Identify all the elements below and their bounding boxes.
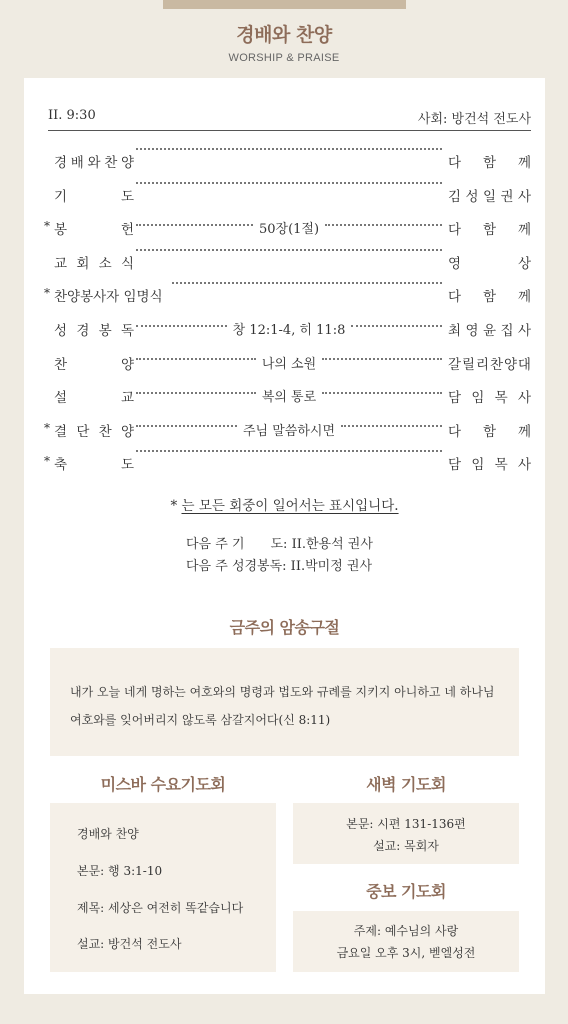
label-char: 영: [448, 255, 462, 272]
service-item: [42, 319, 531, 341]
intercession-title: 중보 기도회: [366, 882, 446, 901]
next-week-prayer: 다음 주 기 도: II.한용석 권사: [186, 537, 373, 552]
service-item-responder: [448, 218, 531, 238]
service-presider: 사회: 방건석 전도사: [417, 112, 531, 127]
service-item-responder: [448, 285, 531, 305]
label-char: 사: [517, 323, 531, 339]
label-char: 임: [471, 390, 485, 407]
label-char: 다: [448, 222, 462, 239]
label-char: 께: [517, 155, 531, 171]
label-char: 담: [448, 457, 462, 474]
label-char: 최: [448, 323, 462, 339]
label-char: 릴: [461, 356, 476, 373]
label-char: 권: [500, 188, 514, 205]
wednesday-line: 경배와 찬양: [77, 827, 139, 841]
label-char: 소: [98, 255, 112, 272]
leader-line: [136, 386, 442, 405]
service-item: [42, 218, 531, 240]
service-item-responder: [448, 353, 531, 373]
label-char: 목: [494, 390, 508, 407]
top-accent-bar: [163, 0, 406, 9]
label-char: 양: [120, 423, 134, 440]
service-item-label: [54, 353, 134, 373]
label-char: 교: [54, 255, 68, 272]
service-item: [42, 285, 531, 307]
service-item-responder: [448, 151, 531, 171]
leader-line: [136, 353, 442, 372]
page-title: 경배와 찬양: [236, 24, 332, 46]
label-char: 결: [54, 423, 68, 440]
leader-line: [136, 185, 442, 187]
page-subtitle: WORSHIP & PRAISE: [228, 52, 340, 64]
memory-verse-text: [70, 678, 507, 734]
leader-line: [136, 319, 442, 338]
label-char: 께: [517, 222, 531, 239]
label-char: 사: [517, 390, 531, 407]
service-item-detail: 나의 소원: [261, 356, 317, 372]
label-char: 찬: [98, 423, 112, 440]
service-item-label: [54, 386, 134, 406]
leader-line: [136, 420, 442, 439]
label-char: 께: [517, 289, 531, 306]
label-char: 봉: [54, 222, 68, 239]
label-char: 설: [54, 390, 68, 407]
label-char: 도: [120, 188, 134, 205]
label-char: 집: [500, 323, 514, 339]
intercession-line: 금요일 오후 3시, 벧엘성전: [336, 946, 476, 960]
label-char: 일: [482, 188, 497, 205]
service-item-detail: 복의 통로: [261, 390, 317, 406]
standing-note: [24, 494, 545, 514]
bulletin-card: [24, 78, 545, 994]
label-char: 다: [448, 289, 462, 306]
label-char: 경: [54, 155, 68, 171]
dawn-line: 설교: 목회자: [373, 839, 439, 853]
label-char: 사: [517, 457, 531, 474]
next-week-reading: 다음 주 성경봉독: II.박미정 권사: [186, 559, 373, 574]
leader-line: [136, 453, 442, 455]
label-char: 봉: [98, 323, 112, 339]
label-char: 양: [120, 356, 134, 373]
service-item-responder: [448, 185, 531, 205]
label-char: 찬: [489, 356, 503, 373]
label-char: 양: [503, 356, 517, 373]
leader-line: [172, 285, 442, 287]
service-item: [42, 420, 531, 442]
label-char: 김: [448, 188, 462, 205]
label-char: 경: [76, 323, 90, 339]
label-char: 사: [517, 188, 531, 205]
service-item: [42, 386, 531, 408]
service-item: [42, 353, 531, 375]
label-char: 독: [120, 323, 134, 339]
service-item-responder: [448, 319, 531, 339]
label-char: 갈: [448, 356, 462, 373]
label-char: 함: [482, 222, 497, 239]
label-char: 찬: [104, 155, 118, 171]
service-item-label: [54, 218, 134, 238]
label-char: 함: [482, 155, 497, 171]
service-item: [42, 252, 531, 274]
service-item-responder: [448, 252, 531, 272]
label-char: 임: [471, 457, 485, 474]
intercession-box: [293, 911, 519, 972]
standing-mark: *: [44, 286, 50, 301]
service-item-detail: 주님 말씀하시면: [242, 423, 336, 439]
label-char: 함: [482, 423, 497, 440]
label-char: 단: [76, 423, 90, 440]
label-char: 헌: [120, 222, 134, 239]
note-star: *: [170, 498, 178, 514]
note-text: 는 모든 회중이 일어서는 표시입니다.: [181, 498, 399, 514]
service-item-label: [54, 319, 134, 339]
label-char: 다: [448, 423, 462, 440]
label-char: 상: [517, 255, 531, 272]
service-item-label: 찬양봉사자 임명식: [54, 289, 163, 306]
leader-line: [136, 151, 442, 153]
label-char: 담: [448, 390, 462, 407]
label-char: 목: [494, 457, 508, 474]
service-item-detail: 50장(1절): [258, 222, 320, 238]
label-char: 영: [465, 323, 479, 339]
memory-verse-title: 금주의 암송구절: [229, 618, 340, 637]
service-item-responder: [448, 386, 531, 406]
wednesday-line: 제목: 세상은 여전히 똑같습니다: [77, 901, 244, 915]
memory-verse-line: 여호와를 잊어버리지 않도록 삼갈지어다(신 8:11): [70, 713, 331, 727]
dawn-line: 본문: 시편 131-136편: [346, 817, 466, 831]
memory-verse-box: [50, 648, 519, 756]
leader-line: [136, 218, 442, 237]
memory-verse-line: 내가 오늘 네게 명하는 여호와의 명령과 법도와 규례를 지키지 아니하고 네 하나님: [70, 685, 495, 699]
standing-mark: *: [44, 219, 50, 234]
service-time: II. 9:30: [48, 108, 96, 123]
wednesday-line: 본문: 행 3:1-10: [77, 864, 163, 878]
label-char: 대: [517, 356, 531, 373]
service-item-label: [54, 185, 134, 205]
service-item-detail: 창 12:1-4, 히 11:8: [232, 323, 346, 338]
label-char: 배: [70, 155, 84, 171]
leader-line: [136, 252, 442, 254]
standing-mark: *: [44, 420, 50, 435]
label-char: 와: [87, 155, 101, 171]
wednesday-line: 설교: 방건석 전도사: [77, 937, 182, 951]
label-char: 양: [120, 155, 134, 171]
standing-mark: *: [44, 454, 50, 469]
service-item-label: [54, 453, 134, 473]
intercession-line: 주제: 예수님의 사랑: [353, 924, 459, 938]
wednesday-title: 미스바 수요기도회: [100, 775, 226, 794]
label-char: 축: [54, 457, 68, 474]
label-char: 께: [517, 423, 531, 440]
service-item: [42, 185, 531, 207]
label-char: 기: [54, 188, 68, 205]
label-char: 회: [76, 255, 90, 272]
label-char: 함: [482, 289, 497, 306]
label-char: 교: [120, 390, 134, 407]
wednesday-box: [50, 803, 276, 972]
service-item: [42, 453, 531, 475]
label-char: 윤: [482, 323, 497, 339]
service-item-responder: [448, 453, 531, 473]
dawn-title: 새벽 기도회: [366, 775, 446, 794]
service-item-label: [54, 252, 134, 272]
service-item-label: [54, 420, 134, 440]
service-item: [42, 151, 531, 173]
label-char: 성: [465, 188, 479, 205]
dawn-box: [293, 803, 519, 864]
label-char: 다: [448, 155, 462, 171]
service-header: [48, 106, 531, 131]
service-item-responder: [448, 420, 531, 440]
label-char: 찬: [54, 356, 68, 373]
label-char: 리: [475, 356, 490, 373]
label-char: 성: [54, 323, 68, 339]
service-item-label: [54, 151, 134, 171]
label-char: 도: [120, 457, 134, 474]
label-char: 식: [120, 255, 134, 272]
